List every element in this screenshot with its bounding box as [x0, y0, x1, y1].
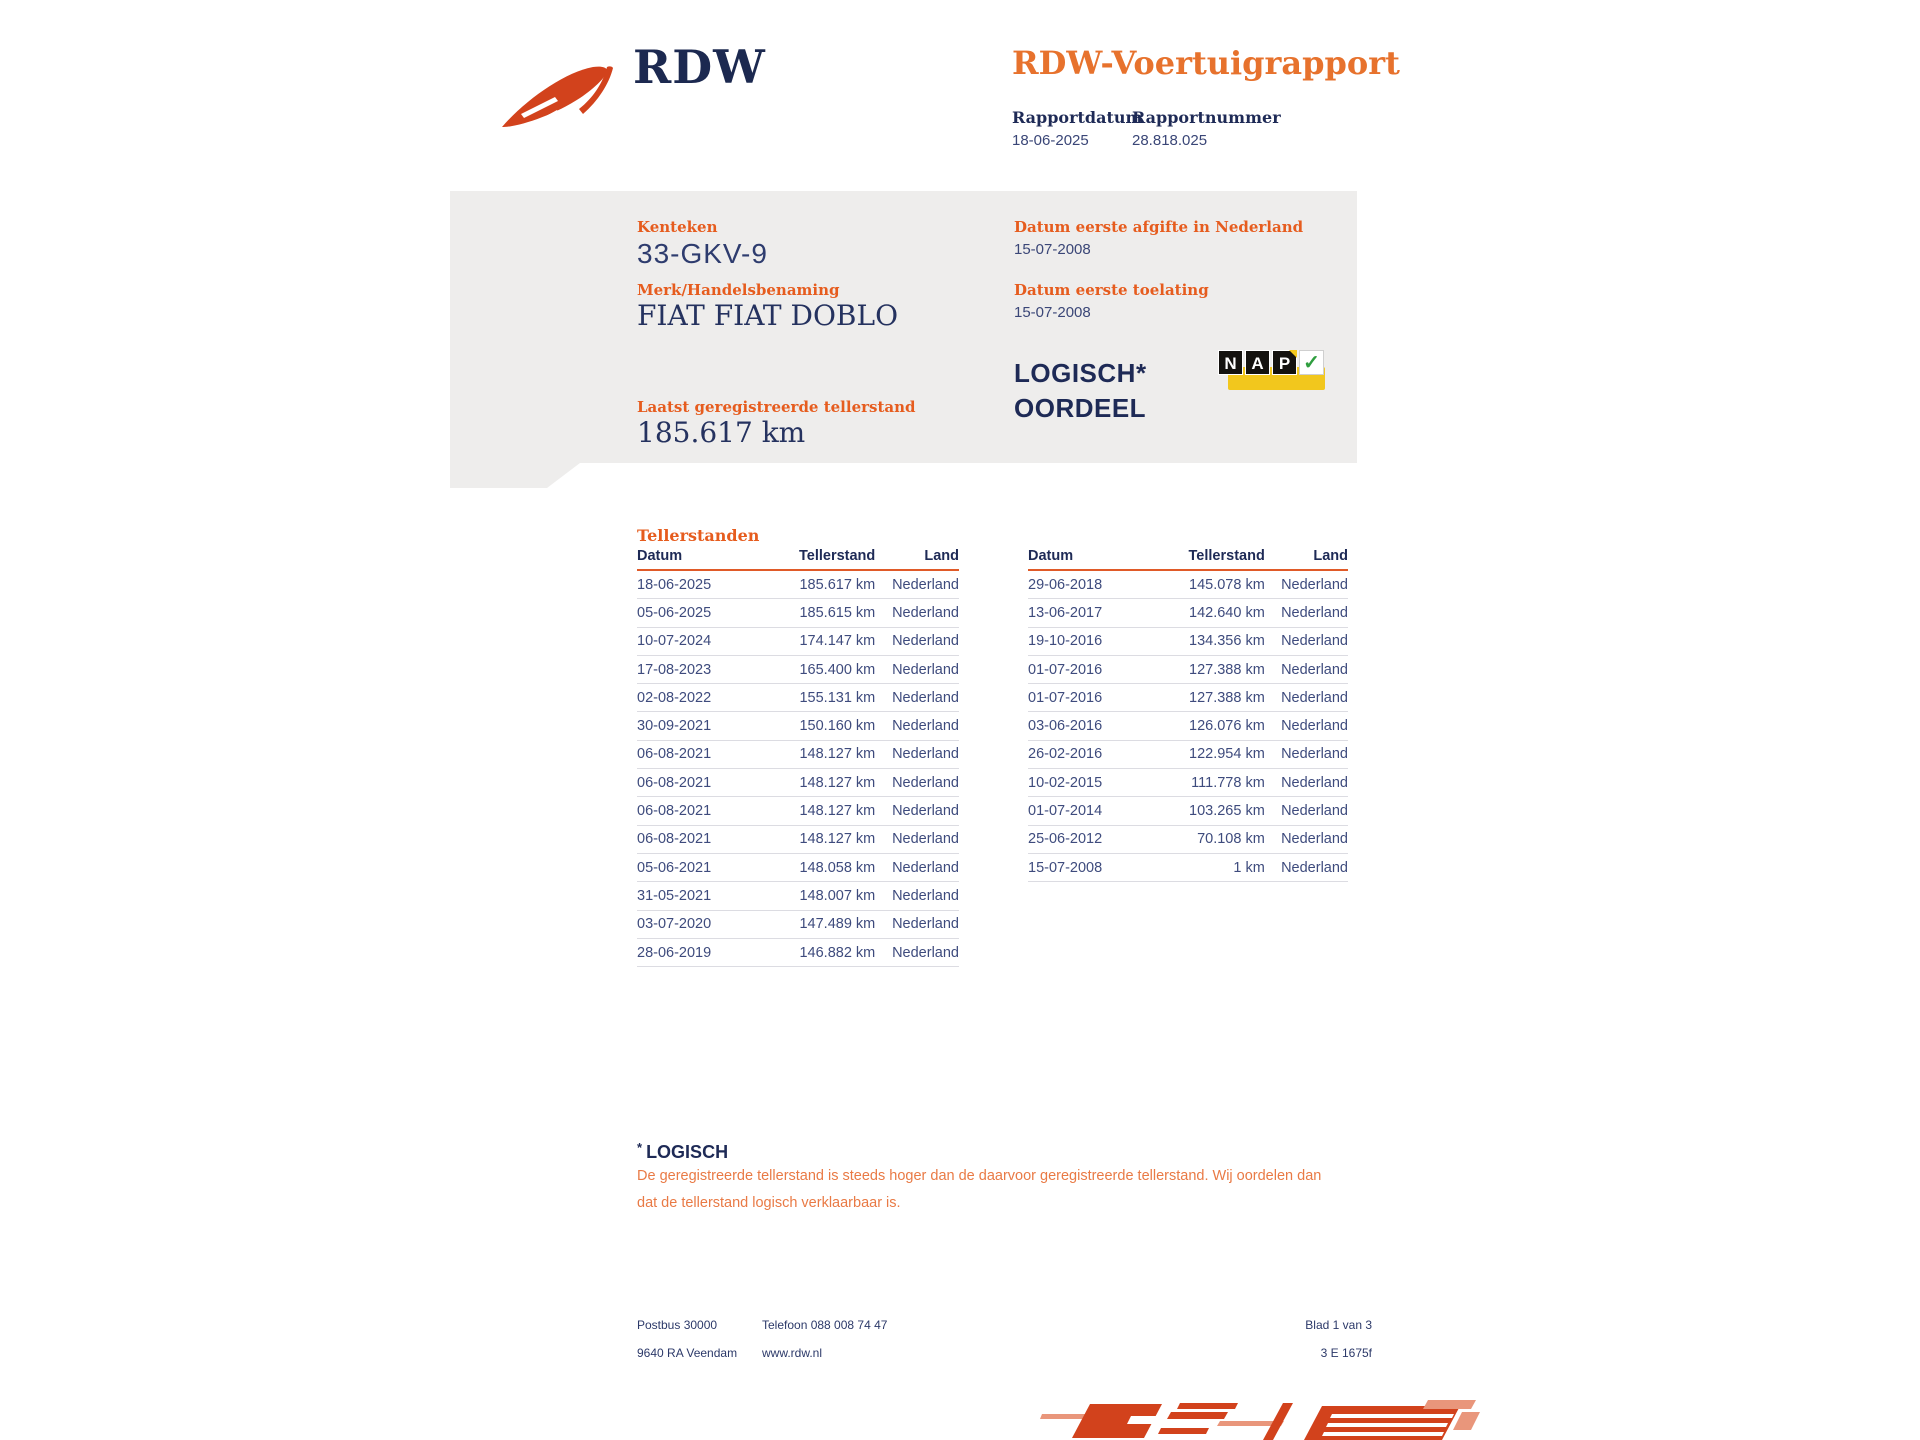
footnote-heading [637, 1140, 728, 1163]
footer-form-code: 3 E 1675f [1320, 1346, 1372, 1360]
brand-wordmark: RDW [633, 40, 766, 94]
table-cell: 1 km [1233, 859, 1265, 876]
table-row [637, 599, 959, 627]
table-row [637, 853, 959, 881]
kenteken-value: 33-GKV-9 [637, 238, 768, 269]
column-header-datum: Datum [1028, 548, 1156, 570]
merk-label: Merk/Handelsbenaming [637, 281, 840, 299]
table-cell: 155.131 km [799, 689, 876, 706]
toelating-label: Datum eerste toelating [1014, 281, 1209, 299]
table-cell: 150.160 km [799, 718, 876, 735]
footer-address-line2: 9640 RA Veendam [637, 1346, 738, 1360]
table-cell: 19-10-2016 [1028, 633, 1103, 650]
rdw-feather-icon [497, 58, 622, 133]
speed-lines-icon [1030, 1392, 1480, 1440]
nap-logo [1218, 350, 1328, 394]
table-cell: 148.058 km [799, 859, 876, 876]
table-row [637, 882, 959, 910]
table-cell: 18-06-2025 [637, 576, 712, 593]
table-cell: 185.617 km [799, 576, 876, 593]
table-cell: 126.076 km [1189, 718, 1265, 735]
report-date-value: 18-06-2025 [1012, 132, 1089, 149]
tellerstand-value: 185.617 km [637, 416, 806, 449]
table-cell: 03-07-2020 [637, 916, 712, 933]
table-cell: Nederland [1281, 604, 1348, 621]
table-row [637, 938, 959, 966]
footer-phone: Telefoon 088 008 74 47 [762, 1318, 888, 1332]
table-cell: 03-06-2016 [1028, 718, 1103, 735]
table-cell: Nederland [1281, 746, 1348, 763]
table-row [1028, 684, 1348, 712]
table-cell: 122.954 km [1189, 746, 1265, 763]
table-cell: Nederland [1281, 718, 1348, 735]
table-cell: 148.127 km [799, 831, 876, 848]
footnote-line1: De geregistreerde tellerstand is steeds hoger dan de daarvoor geregistreerde tellerstand. Wij oordelen dan [637, 1168, 1322, 1184]
table-cell: 25-06-2012 [1028, 831, 1103, 848]
table-cell: 111.778 km [1191, 774, 1265, 791]
table-cell: Nederland [892, 689, 959, 706]
table-row [637, 712, 959, 740]
table-cell: Nederland [892, 944, 959, 961]
table-cell: 10-02-2015 [1028, 774, 1103, 791]
footer-page-number: Blad 1 van 3 [1305, 1318, 1372, 1332]
table-cell: Nederland [892, 576, 959, 593]
table-cell: 31-05-2021 [637, 887, 712, 904]
table-row [637, 910, 959, 938]
table-header-row [1028, 548, 1348, 570]
toelating-value: 15-07-2008 [1014, 304, 1091, 321]
table-cell: Nederland [892, 661, 959, 678]
table-cell: 148.007 km [799, 887, 876, 904]
table-cell: 17-08-2023 [637, 661, 712, 678]
table-cell: Nederland [892, 746, 959, 763]
table-cell: 06-08-2021 [637, 774, 712, 791]
table-cell: 145.078 km [1189, 576, 1265, 593]
table-cell: Nederland [1281, 661, 1348, 678]
table-cell: 185.615 km [799, 604, 876, 621]
oordeel-line1: LOGISCH* [1014, 358, 1147, 388]
table-cell: 70.108 km [1197, 831, 1265, 848]
table-cell: 01-07-2016 [1028, 661, 1103, 678]
table-cell: Nederland [892, 604, 959, 621]
table-cell: 165.400 km [799, 661, 876, 678]
nap-letter-n: N [1218, 350, 1243, 375]
table-row [1028, 769, 1348, 797]
table-cell: 103.265 km [1189, 803, 1265, 820]
table-cell: 174.147 km [799, 633, 876, 650]
table-cell: Nederland [892, 633, 959, 650]
tellerstanden-table-left [637, 548, 959, 967]
table-cell: 142.640 km [1189, 604, 1265, 621]
column-header-tellerstand: Tellerstand [1156, 548, 1265, 570]
table-row [1028, 655, 1348, 683]
table-row [1028, 627, 1348, 655]
merk-value: FIAT FIAT DOBLO [637, 299, 899, 332]
nap-check-icon: ✓ [1299, 350, 1324, 375]
table-row [1028, 853, 1348, 881]
column-header-land: Land [1265, 548, 1348, 570]
table-cell: 28-06-2019 [637, 944, 712, 961]
table-cell: Nederland [892, 774, 959, 791]
table-row [1028, 570, 1348, 599]
document-title: RDW-Voertuigrapport [1012, 44, 1400, 82]
afgifte-value: 15-07-2008 [1014, 241, 1091, 258]
table-cell: Nederland [1281, 774, 1348, 791]
table-cell: 127.388 km [1189, 661, 1265, 678]
tellerstanden-section-title: Tellerstanden [637, 526, 760, 545]
kenteken-label: Kenteken [637, 218, 718, 236]
table-row [1028, 712, 1348, 740]
table-cell: 05-06-2025 [637, 604, 712, 621]
table-cell: 29-06-2018 [1028, 576, 1103, 593]
table-cell: Nederland [1281, 803, 1348, 820]
table-cell: Nederland [892, 859, 959, 876]
table-cell: 148.127 km [799, 746, 876, 763]
table-cell: 06-08-2021 [637, 746, 712, 763]
table-cell: Nederland [1281, 576, 1348, 593]
report-number-value: 28.818.025 [1132, 132, 1208, 149]
table-row [637, 627, 959, 655]
table-row [1028, 825, 1348, 853]
table-cell: Nederland [1281, 689, 1348, 706]
table-row [637, 570, 959, 599]
table-row [637, 684, 959, 712]
table-cell: Nederland [1281, 633, 1348, 650]
table-cell: Nederland [892, 718, 959, 735]
tellerstand-label: Laatst geregistreerde tellerstand [637, 398, 916, 416]
table-cell: 05-06-2021 [637, 859, 712, 876]
table-cell: 26-02-2016 [1028, 746, 1103, 763]
table-cell: 15-07-2008 [1028, 859, 1103, 876]
table-cell: Nederland [1281, 831, 1348, 848]
table-cell: 06-08-2021 [637, 831, 712, 848]
nap-letter-a: A [1245, 350, 1270, 375]
footer-address-line1: Postbus 30000 [637, 1318, 718, 1332]
table-cell: 134.356 km [1189, 633, 1265, 650]
table-row [1028, 599, 1348, 627]
table-cell: 146.882 km [799, 944, 876, 961]
footnote-text [637, 1163, 1397, 1217]
table-cell: 06-08-2021 [637, 803, 712, 820]
column-header-tellerstand: Tellerstand [766, 548, 875, 570]
table-cell: 30-09-2021 [637, 718, 712, 735]
oordeel-status [1014, 356, 1147, 426]
table-cell: 148.127 km [799, 774, 876, 791]
afgifte-label: Datum eerste afgifte in Nederland [1014, 218, 1304, 236]
column-header-datum: Datum [637, 548, 766, 570]
table-cell: Nederland [1281, 859, 1348, 876]
table-cell: Nederland [892, 831, 959, 848]
footnote-title: LOGISCH [646, 1142, 729, 1162]
table-cell: 147.489 km [799, 916, 876, 933]
table-cell: Nederland [892, 916, 959, 933]
table-cell: Nederland [892, 887, 959, 904]
table-cell: 02-08-2022 [637, 689, 712, 706]
table-cell: 10-07-2024 [637, 633, 712, 650]
footnote-line2: dat de tellerstand logisch verklaarbaar is. [637, 1195, 901, 1211]
nap-letter-p: P [1272, 350, 1297, 375]
report-date-label: Rapportdatum [1012, 108, 1143, 127]
table-row [637, 655, 959, 683]
table-row [1028, 740, 1348, 768]
table-cell: 127.388 km [1189, 689, 1265, 706]
oordeel-line2: OORDEEL [1014, 393, 1147, 423]
footer-website: www.rdw.nl [762, 1346, 823, 1360]
report-number-label: Rapportnummer [1132, 108, 1281, 127]
table-cell: Nederland [892, 803, 959, 820]
tellerstanden-table-right [1028, 548, 1348, 882]
table-row [637, 740, 959, 768]
table-row [1028, 797, 1348, 825]
table-cell: 13-06-2017 [1028, 604, 1103, 621]
table-header-row [637, 548, 959, 570]
table-row [637, 769, 959, 797]
table-cell: 01-07-2014 [1028, 803, 1103, 820]
table-row [637, 797, 959, 825]
table-cell: 148.127 km [799, 803, 876, 820]
column-header-land: Land [875, 548, 959, 570]
table-cell: 01-07-2016 [1028, 689, 1103, 706]
table-row [637, 825, 959, 853]
footnote-asterisk: * [637, 1140, 643, 1155]
